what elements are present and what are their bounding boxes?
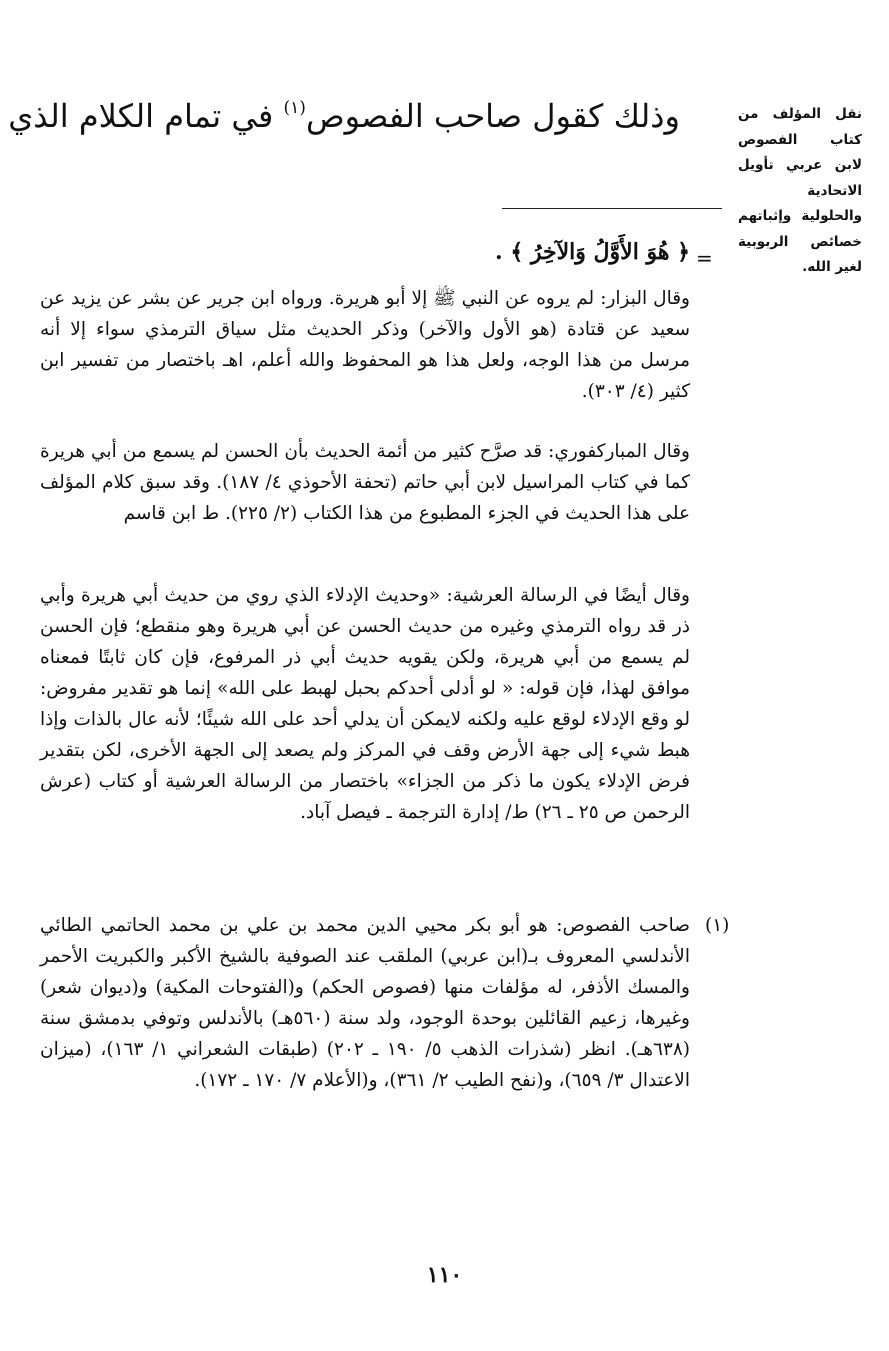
- margin-note-line: الاتحادية: [807, 182, 862, 199]
- margin-note-line: نقل المؤلف من: [738, 106, 862, 122]
- footnote-ref-1: (١): [283, 98, 306, 118]
- footnote-paragraph: [40, 283, 690, 407]
- main-text-line: [8, 86, 680, 138]
- footnote-1: [40, 910, 690, 1096]
- margin-note-line: كتاب الفصوص: [738, 131, 862, 148]
- main-text-after-ref: في تمام الكلام الذي: [8, 97, 274, 135]
- continuation-marker: =: [696, 246, 713, 270]
- footnote-number: (١): [705, 915, 730, 936]
- margin-note-line: لغير الله.: [802, 259, 862, 275]
- footnote-paragraph: [40, 436, 690, 529]
- quranic-verse: ﴿ هُوَ الأَوَّلُ وَالآخِرُ ﴾ .: [495, 239, 690, 265]
- footnote-paragraph: [40, 580, 690, 828]
- main-text-before-ref: وذلك كقول صاحب الفصوص: [305, 97, 680, 135]
- footnote-1-text: صاحب الفصوص: هو أبو بكر محيي الدين محمد بن علي بن محمد الحاتمي الطائي الأندلسي المعروف بـ(ابن عربي) الملقب عند الصوفية بالشيخ الأكبر والكبريت الأحمر والمسك الأذفر، له مؤلفات منها (فصوص الحكم) و(الفتوحات المكية) و(ديوان شعر) وغيرها، زعيم القائلين بوحدة الوجود، ولد سنة (٥٦٠هـ) بالأندلس وتوفي بدمشق سنة (٦٣٨هـ). انظر (شذرات الذهب ٥/ ١٩٠ ـ ٢٠٢) (طبقات الشعراني ١/ ١٦٣)، (ميزان الاعتدال ٣/ ٦٥٩)، و(نفح الطيب ٢/ ٣٦١)، و(الأعلام ٧/ ١٧٠ ـ ١٧٢).: [40, 915, 690, 1091]
- footnote-paragraph-text: وقال المباركفوري: قد صرَّح كثير من أئمة الحديث بأن الحسن لم يسمع من أبي هريرة كما في كتاب المراسيل لابن أبي حاتم (تحفة الأحوذي ٤/ ١٨٧). وقد سبق كلام المؤلف على هذا الحديث في الجزء المطبوع من هذا الكتاب (٢/ ٢٢٥). ط ابن قاسم: [40, 441, 690, 524]
- page-number: ١١٠: [426, 1262, 463, 1288]
- footnote-paragraph-text: وقال البزار: لم يروه عن النبي ﷺ إلا أبو هريرة. ورواه ابن جرير عن بشر عن يزيد عن سعيد عن قتادة (هو الأول والآخر) وذكر الحديث مثل سياق الترمذي سواء إلا أنه مرسل من هذا الوجه، ولعل هذا هو المحفوظ والله أعلم، اهـ باختصار من تفسير ابن كثير (٤/ ٣٠٣).: [40, 288, 690, 402]
- footnote-paragraph-text: وقال أيضًا في الرسالة العرشية: «وحديث الإدلاء الذي روي من حديث أبي هريرة وأبي ذر قد رواه الترمذي وغيره من حديث الحسن عن أبي هريرة وهو منقطع؛ فإن الحسن لم يسمع من أبي هريرة، ولكن يقويه حديث أبي ذر المرفوع، فإن كان ثابتًا فمعناه موافق لهذا، فإن قوله: « لو أدلى أحدكم بحبل لهبط على الله» إنما هو تقدير مفروض: لو وقع الإدلاء لوقع عليه ولكنه لايمكن أن يدلي أحد على الله شيئًا؛ لأنه عال بالذات وإذا هبط شيء إلى جهة الأرض وقف في المركز ولم يصعد إلى الجهة الأخرى، لكن بتقدير فرض الإدلاء يكون ما ذكر من الجزاء» باختصار من الرسالة العرشية أو كتاب (عرش الرحمن ص ٢٥ ـ ٢٦) ط/ إدارة الترجمة ـ فيصل آباد.: [40, 585, 690, 823]
- margin-note: [738, 102, 862, 281]
- margin-note-line: لابن عربي تأويل: [738, 157, 862, 173]
- footnote-separator: [502, 208, 722, 209]
- margin-note-line: خصائص الربوبية: [738, 233, 862, 250]
- margin-note-line: والحلولية وإثباتهم: [738, 208, 862, 224]
